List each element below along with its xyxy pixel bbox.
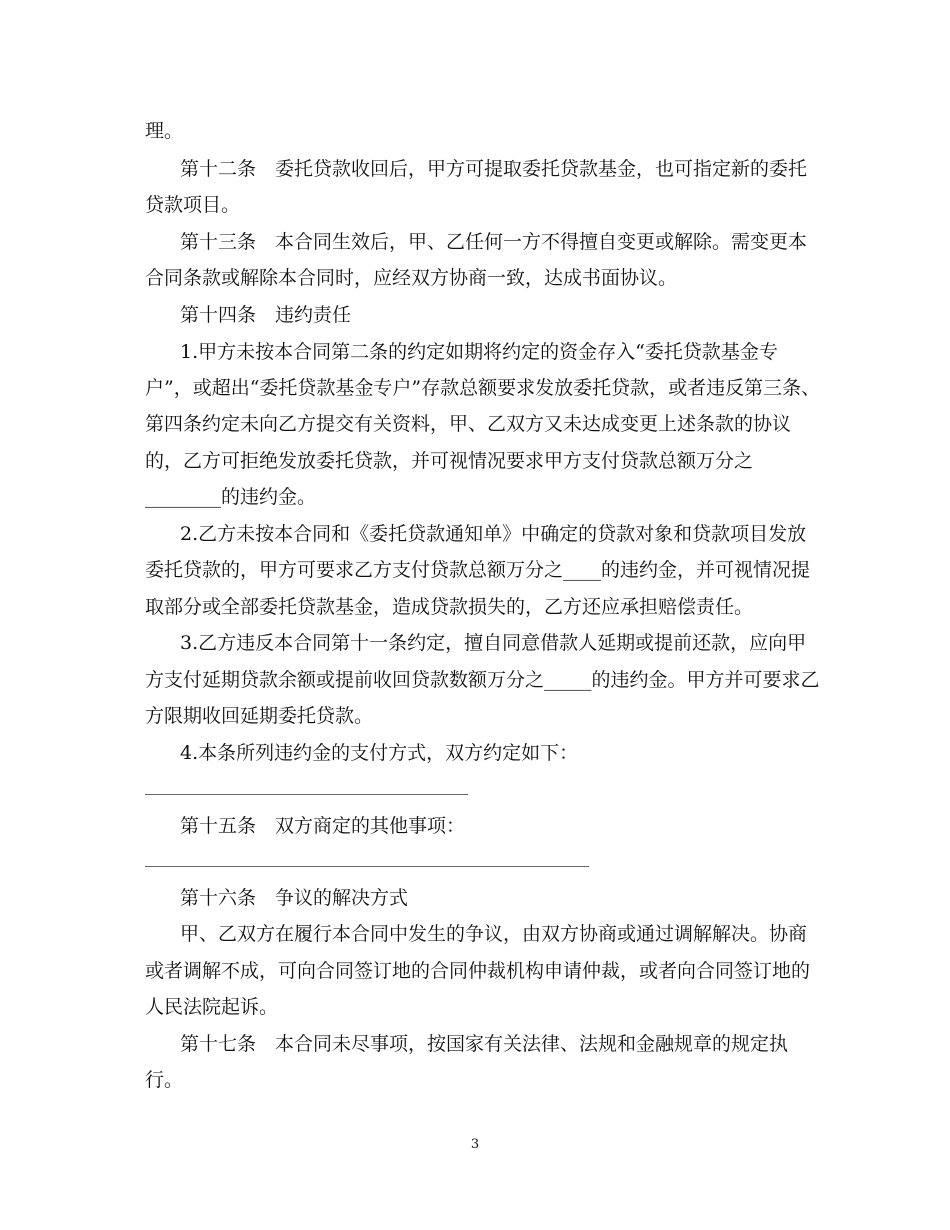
text-line: 取部分或全部委托贷款基金，造成贷款损失的，乙方还应承担赔偿责任。 xyxy=(145,596,754,618)
text-line: 理。 xyxy=(145,120,184,142)
page-number: 3 xyxy=(470,1137,480,1152)
text-line: 第四条约定未向乙方提交有关资料，甲、乙双方又未达成变更上述条款的协议 xyxy=(145,413,792,435)
text-line: 方限期收回延期委托贷款。 xyxy=(145,705,374,727)
clause-4-line: 4.本条所列违约金的支付方式，双方约定如下： xyxy=(180,742,579,764)
text-line: 行。 xyxy=(145,1069,184,1091)
article-12-line: 第十二条 委托贷款收回后，甲方可提取委托贷款基金，也可指定新的委托 xyxy=(180,158,808,180)
text-line: 甲、乙双方在履行本合同中发生的争议，由双方协商或通过调解解决。协商 xyxy=(180,923,808,945)
clause-3-line: 3.乙方违反本合同第十一条约定，擅自同意借款人延期或提前还款，应向甲 xyxy=(180,632,807,654)
text-line: 或者调解不成，可向合同签订地的合同仲裁机构申请仲裁，或者向合同签订地的 xyxy=(145,960,811,982)
text-line: 合同条款或解除本合同时，应经双方协商一致，达成书面协议。 xyxy=(145,267,678,289)
text-line: 人民法院起诉。 xyxy=(145,996,279,1018)
text-line: ________的违约金。 xyxy=(145,486,317,508)
text-line: 户”，或超出“委托贷款基金专户”存款总额要求发放委托贷款，或者违反第三条、 xyxy=(145,377,821,399)
text-line: 方支付延期贷款余额或提前收回贷款数额万分之_____的违约金。甲方并可要求乙 xyxy=(145,669,820,691)
article-14-heading: 第十四条 违约责任 xyxy=(180,304,352,326)
article-16-heading: 第十六条 争议的解决方式 xyxy=(180,887,409,909)
article-15-line: 第十五条 双方商定的其他事项： xyxy=(180,815,466,837)
text-line: 的，乙方可拒绝发放委托贷款，并可视情况要求甲方支付贷款总额万分之 xyxy=(145,450,754,472)
clause-2-line: 2.乙方未按本合同和《委托贷款通知单》中确定的贷款对象和贷款项目发放 xyxy=(180,523,807,545)
text-line: 贷款项目。 xyxy=(145,194,241,216)
article-13-line: 第十三条 本合同生效后，甲、乙任何一方不得擅自变更或解除。需变更本 xyxy=(180,231,808,253)
fill-in-blank-line xyxy=(145,866,589,867)
article-17-line: 第十七条 本合同未尽事项，按国家有关法律、法规和金融规章的规定执 xyxy=(180,1033,789,1055)
clause-1-line: 1.甲方未按本合同第二条的约定如期将约定的资金存入“委托贷款基金专 xyxy=(180,341,778,363)
fill-in-blank-line xyxy=(145,794,468,795)
text-line: 委托贷款的，甲方可要求乙方支付贷款总额万分之____的违约金，并可视情况提 xyxy=(145,559,811,581)
